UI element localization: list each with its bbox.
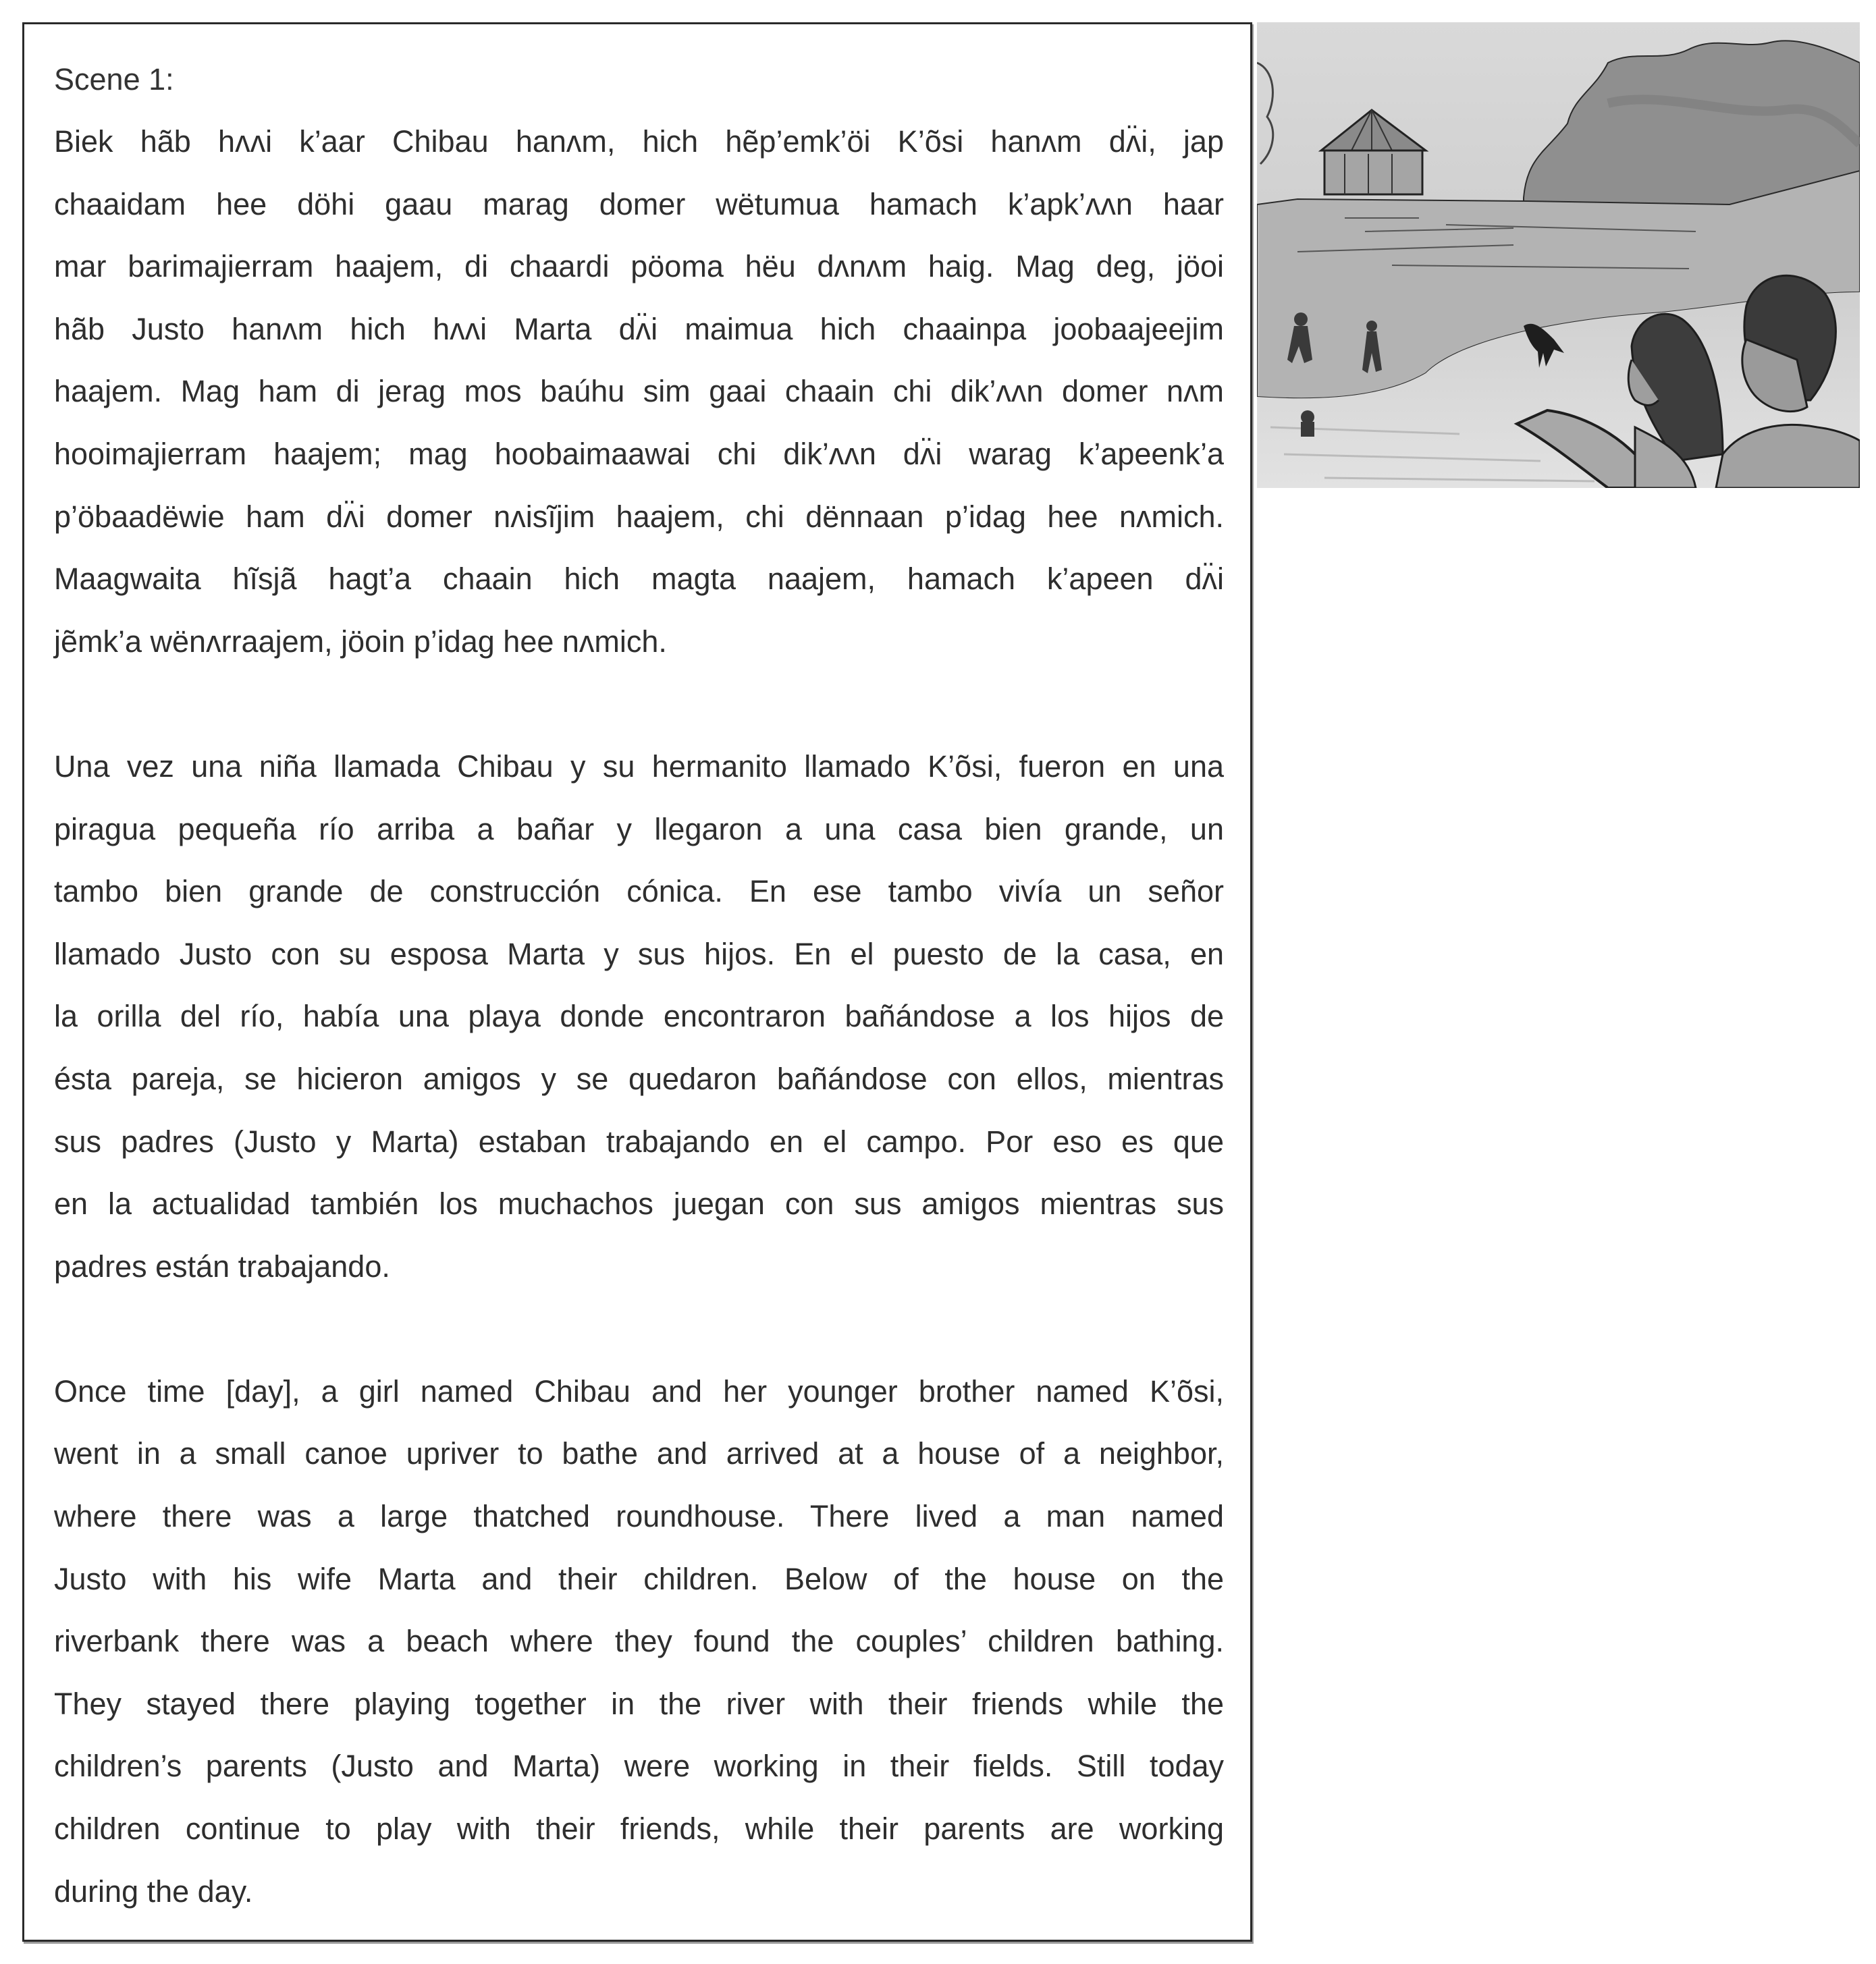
text-line: padres están trabajando. (54, 1249, 390, 1284)
text-line: Biek hãb hʌʌi k’aar Chibau hanʌm, hich hẽp’emk’öi K’õsi hanʌm dʌ̈i, jap (54, 124, 1224, 159)
text-line: chaaidam hee döhi gaau marag domer wëtumua hamach k’apk’ʌʌn haar (54, 186, 1224, 221)
text-line: hooimajierram haajem; mag hoobaimaawai chi dik’ʌʌn dʌ̈i warag k’apeenk’a (54, 436, 1224, 471)
text-line: p’öbaadëwie ham dʌ̈i domer nʌisĩjim haajem, chi dënnaan p’idag hee nʌmich. (54, 499, 1224, 534)
text-line: riverbank there was a beach where they found the couples’ children bathing. (54, 1624, 1224, 1659)
text-line: la orilla del río, había una playa donde encontraron bañándose a los hijos de (54, 999, 1224, 1034)
paragraph-gap (54, 1298, 1224, 1361)
scene-text-content (54, 49, 1224, 1923)
river-scene-drawing (1257, 22, 1860, 488)
text-line: hãb Justo hanʌm hich hʌʌi Marta dʌ̈i maimua hich chaainpa joobaajeejim (54, 311, 1224, 346)
text-line: ésta pareja, se hicieron amigos y se quedaron bañándose con ellos, mientras (54, 1061, 1224, 1096)
text-line: Maagwaita hĩsjã hagt’a chaain hich magta naajem, hamach k’apeen dʌ̈i (54, 562, 1224, 597)
scene-title: Scene 1: (54, 62, 174, 97)
paragraph-gap (54, 673, 1224, 736)
text-line: jẽmk’a wënʌrraajem, jöoin p’idag hee nʌmich. (54, 624, 667, 659)
text-line: tambo bien grande de construcción cónica. En ese tambo vivía un señor (54, 874, 1224, 909)
text-line: went in a small canoe upriver to bathe and arrived at a house of a neighbor, (54, 1436, 1224, 1471)
text-line: where there was a large thatched roundhouse. There lived a man named (54, 1499, 1224, 1534)
text-line: haajem. Mag ham di jerag mos baúhu sim gaai chaain chi dik’ʌʌn domer nʌm (54, 374, 1224, 409)
text-line: mar barimajierram haajem, di chaardi pöoma hëu dʌnʌm haig. Mag deg, jöoi (54, 249, 1224, 284)
paragraph-english (54, 1361, 1224, 1923)
scene-illustration (1257, 22, 1860, 488)
scene-text-box (22, 22, 1252, 1942)
text-line: They stayed there playing together in the river with their friends while the (54, 1686, 1224, 1721)
text-line: Una vez una niña llamada Chibau y su hermanito llamado K’õsi, fueron en una (54, 748, 1224, 784)
text-line: piragua pequeña río arriba a bañar y llegaron a una casa bien grande, un (54, 811, 1224, 846)
text-line: Justo with his wife Marta and their children. Below of the house on the (54, 1561, 1224, 1596)
text-line: Once time [day], a girl named Chibau and her younger brother named K’õsi, (54, 1373, 1224, 1409)
text-line: children continue to play with their friends, while their parents are working (54, 1811, 1224, 1847)
text-line: children’s parents (Justo and Marta) were working in their fields. Still today (54, 1749, 1224, 1784)
paragraph-wounaan (54, 111, 1224, 673)
text-line: during the day. (54, 1874, 253, 1909)
text-line: en la actualidad también los muchachos juegan con sus amigos mientras sus (54, 1186, 1224, 1222)
text-line: sus padres (Justo y Marta) estaban trabajando en el campo. Por eso es que (54, 1124, 1224, 1159)
text-line: llamado Justo con su esposa Marta y sus hijos. En el puesto de la casa, en (54, 936, 1224, 971)
paragraph-spanish (54, 736, 1224, 1298)
